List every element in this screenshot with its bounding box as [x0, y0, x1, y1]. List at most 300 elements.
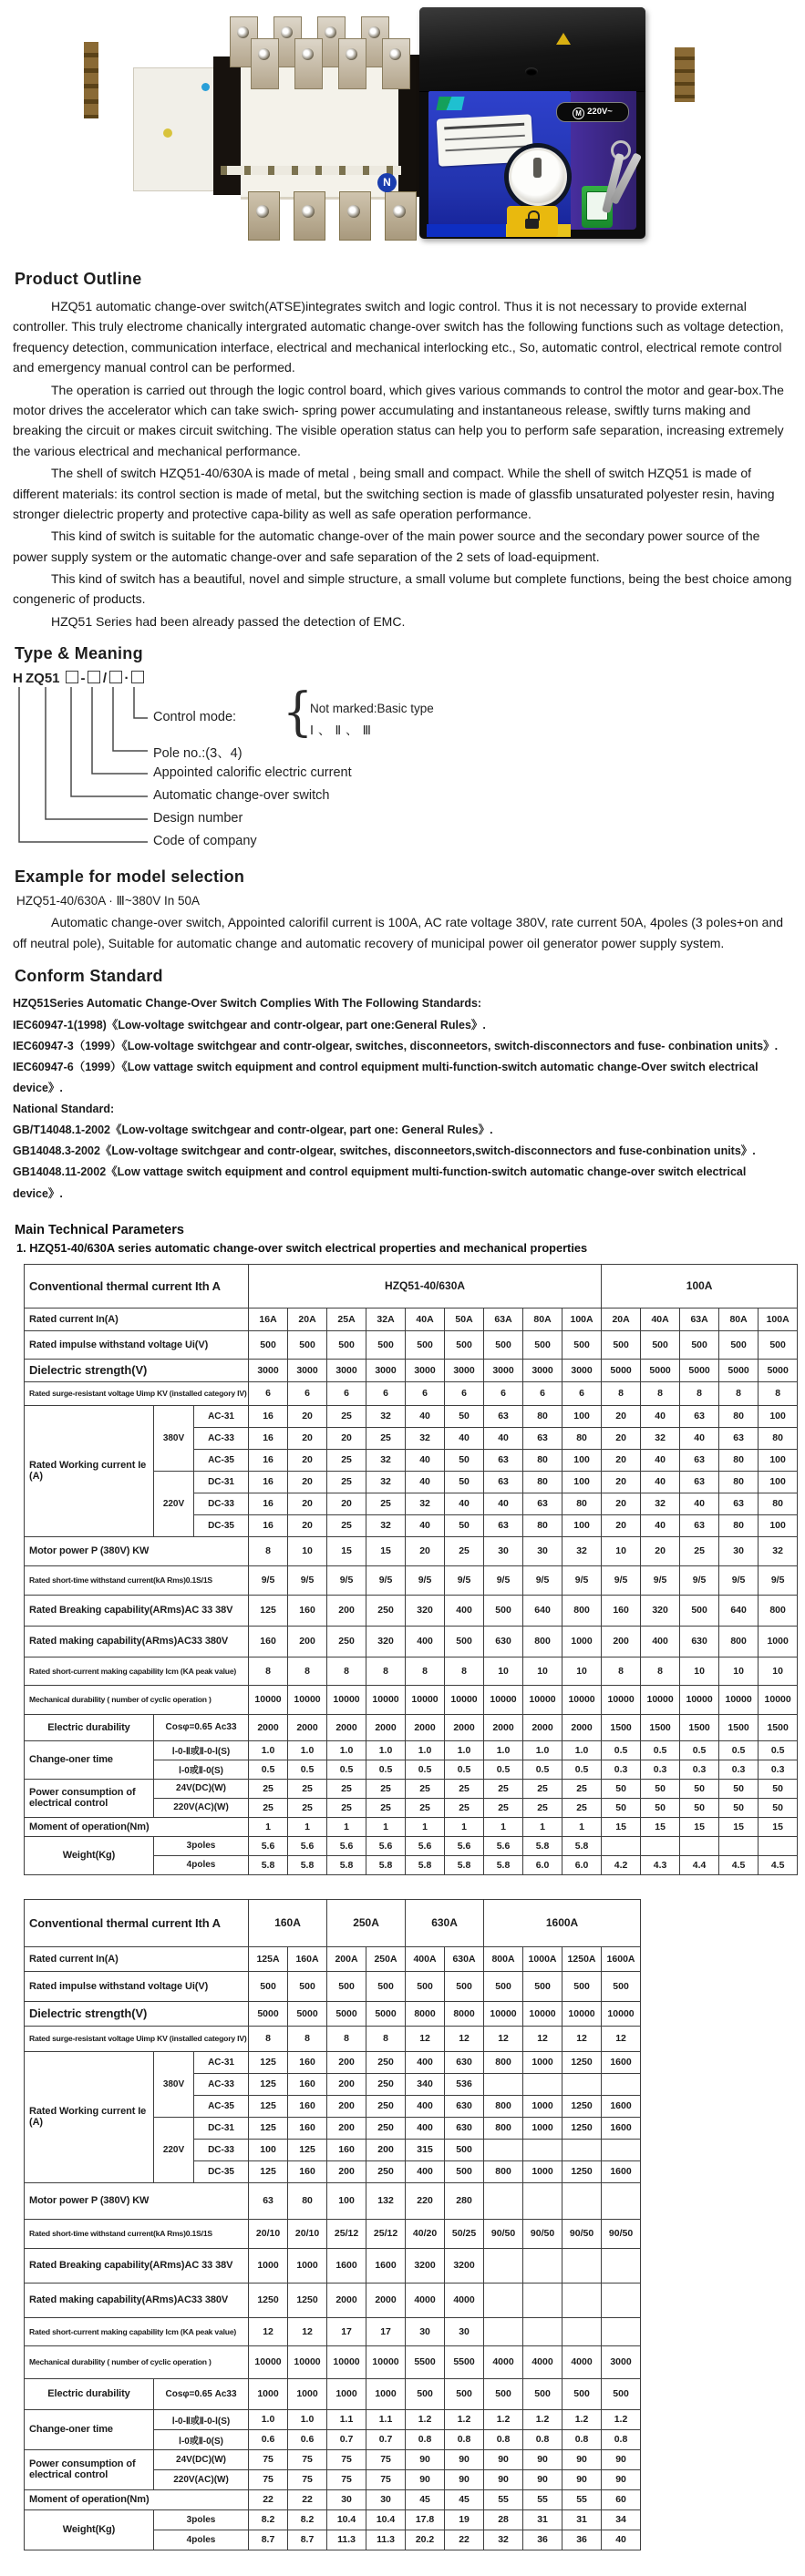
- value-cell: 800: [484, 2095, 523, 2117]
- value-cell: 9/5: [641, 1565, 680, 1595]
- value-cell: 40A: [641, 1308, 680, 1330]
- value-cell: 22: [249, 2489, 288, 2509]
- value-cell: 132: [366, 2182, 406, 2219]
- value-cell: 80: [719, 1405, 759, 1427]
- value-cell: 8: [602, 1657, 641, 1685]
- column-group-header: 250A: [327, 1899, 406, 1946]
- value-cell: 3000: [484, 1359, 523, 1381]
- standard-line: IEC60947-3（1999）《Low-voltage switchgear and contr-olgear, switches, disconneetors, switch-disconnectors and fuse- conbination units》.: [13, 1039, 779, 1052]
- value-cell: 32: [366, 1449, 406, 1471]
- value-cell: 63: [249, 2182, 288, 2219]
- value-cell: 5000: [249, 2001, 288, 2026]
- value-cell: 3000: [327, 1359, 366, 1381]
- value-cell: 100: [562, 1514, 602, 1536]
- diagram-label-calorific-current: Appointed calorific electric current: [153, 765, 352, 781]
- value-cell: 3000: [602, 2345, 641, 2378]
- value-cell: 200: [366, 2139, 406, 2160]
- value-cell: 9/5: [562, 1565, 602, 1595]
- value-cell: 1000: [523, 2117, 562, 2139]
- value-cell: 3000: [562, 1359, 602, 1381]
- row-label: Rated making capability(ARms)AC33 380V: [25, 1626, 249, 1657]
- value-cell: [602, 2073, 641, 2095]
- value-cell: 25: [406, 1779, 445, 1798]
- value-cell: 9/5: [445, 1565, 484, 1595]
- value-cell: [562, 2182, 602, 2219]
- value-cell: 20: [406, 1536, 445, 1565]
- value-cell: 4000: [523, 2345, 562, 2378]
- value-cell: [484, 2283, 523, 2317]
- value-cell: 160: [288, 2073, 327, 2095]
- value-cell: 19: [445, 2509, 484, 2530]
- value-cell: 10000: [327, 1685, 366, 1714]
- value-cell: 25: [523, 1779, 562, 1798]
- value-cell: 20: [288, 1405, 327, 1427]
- value-cell: 125: [249, 1595, 288, 1626]
- row-label: Change-oner time: [25, 2409, 154, 2449]
- value-cell: 55: [562, 2489, 602, 2509]
- value-cell: 2000: [366, 2283, 406, 2317]
- value-cell: 40: [641, 1449, 680, 1471]
- value-cell: 0.5: [288, 1760, 327, 1779]
- control-mode-option-types: Ⅰ、Ⅱ、Ⅲ: [310, 724, 376, 738]
- value-cell: 6: [406, 1381, 445, 1405]
- column-group-header: 160A: [249, 1899, 327, 1946]
- value-cell: 200: [327, 2073, 366, 2095]
- value-cell: 63: [680, 1449, 719, 1471]
- value-cell: 0.5: [759, 1740, 798, 1760]
- value-cell: 320: [641, 1595, 680, 1626]
- value-cell: 25/12: [327, 2219, 366, 2248]
- parameters-table: [24, 1264, 798, 1875]
- value-cell: 1: [484, 1817, 523, 1836]
- value-cell: 200: [327, 2117, 366, 2139]
- value-cell: 8: [602, 1381, 641, 1405]
- value-cell: 3000: [288, 1359, 327, 1381]
- value-cell: 50/25: [445, 2219, 484, 2248]
- value-cell: 25: [406, 1798, 445, 1817]
- value-cell: 45: [406, 2489, 445, 2509]
- value-cell: 12: [484, 2026, 523, 2051]
- value-cell: 32: [484, 2530, 523, 2550]
- outline-paragraph: This kind of switch is suitable for the automatic change-over of the main power source and the secondary power source of the power supply system or the automatic change-over and safe separation of the 2 sets of load-equipment.: [13, 529, 760, 564]
- value-cell: 1.2: [602, 2409, 641, 2429]
- value-cell: 4.5: [719, 1855, 759, 1874]
- value-cell: 40: [641, 1471, 680, 1493]
- value-cell: 1.0: [523, 1740, 562, 1760]
- column-group-header: 100A: [602, 1264, 798, 1308]
- row-label: AC-31: [194, 2051, 249, 2073]
- value-cell: 50A: [445, 1308, 484, 1330]
- value-cell: 640: [523, 1595, 562, 1626]
- value-cell: 80: [562, 1427, 602, 1449]
- value-cell: 20A: [602, 1308, 641, 1330]
- value-cell: 1500: [719, 1714, 759, 1740]
- value-cell: 100: [562, 1405, 602, 1427]
- value-cell: 0.3: [602, 1760, 641, 1779]
- column-group-header: HZQ51-40/630A: [249, 1264, 602, 1308]
- value-cell: 1.0: [366, 1740, 406, 1760]
- row-label: Ⅰ-0-Ⅱ或Ⅱ-0-Ⅰ(S): [154, 1740, 249, 1760]
- value-cell: 250: [366, 2073, 406, 2095]
- value-cell: 9/5: [523, 1565, 562, 1595]
- value-cell: 8: [288, 2026, 327, 2051]
- section-title-type-meaning: Type & Meaning: [15, 644, 143, 663]
- column-group-header: 630A: [406, 1899, 484, 1946]
- value-cell: 8: [366, 1657, 406, 1685]
- value-cell: 75: [366, 2449, 406, 2469]
- value-cell: 1.2: [445, 2409, 484, 2429]
- value-cell: [562, 2073, 602, 2095]
- value-cell: 25: [327, 1798, 366, 1817]
- value-cell: 1.2: [406, 2409, 445, 2429]
- standard-line: GB14048.11-2002《Low vattage switch equipment and control equipment multi-function-switch automatic change-over switch electrical device》.: [13, 1165, 747, 1200]
- value-cell: 10: [759, 1657, 798, 1685]
- row-label: 4poles: [154, 2530, 249, 2550]
- voltage-badge-label: 220V~: [587, 107, 613, 117]
- row-label: AC-35: [194, 2095, 249, 2117]
- value-cell: 250A: [366, 1946, 406, 1971]
- table-subtitle: 1. HZQ51-40/630A series automatic change-over switch electrical properties and mechanical properties: [16, 1240, 588, 1255]
- value-cell: 1600: [602, 2095, 641, 2117]
- value-cell: 3200: [406, 2248, 445, 2283]
- value-cell: 16: [249, 1493, 288, 1514]
- value-cell: 0.5: [406, 1760, 445, 1779]
- value-cell: 15: [680, 1817, 719, 1836]
- value-cell: 32: [641, 1493, 680, 1514]
- value-cell: 8: [366, 2026, 406, 2051]
- value-cell: 63: [523, 1493, 562, 1514]
- value-cell: 22: [288, 2489, 327, 2509]
- value-cell: 3000: [366, 1359, 406, 1381]
- value-cell: 12: [445, 2026, 484, 2051]
- value-cell: 25: [366, 1427, 406, 1449]
- value-cell: 63A: [680, 1308, 719, 1330]
- value-cell: 1.0: [562, 1740, 602, 1760]
- value-cell: 5.8: [406, 1855, 445, 1874]
- value-cell: 5500: [445, 2345, 484, 2378]
- value-cell: 0.5: [484, 1760, 523, 1779]
- value-cell: 50: [680, 1779, 719, 1798]
- value-cell: 315: [406, 2139, 445, 2160]
- row-label: AC-31: [194, 1405, 249, 1427]
- value-cell: 90: [562, 2469, 602, 2489]
- value-cell: 1: [406, 1817, 445, 1836]
- value-cell: 500: [523, 2378, 562, 2409]
- value-cell: [641, 1836, 680, 1855]
- row-label: AC-33: [194, 2073, 249, 2095]
- value-cell: 1.1: [366, 2409, 406, 2429]
- value-cell: 0.3: [719, 1760, 759, 1779]
- value-cell: 10.4: [366, 2509, 406, 2530]
- value-cell: 8: [249, 2026, 288, 2051]
- value-cell: 15: [719, 1817, 759, 1836]
- value-cell: 160A: [288, 1946, 327, 1971]
- standard-line: IEC60947-1(1998)《Low-voltage switchgear and contr-olgear, part one:General Rules》.: [13, 1018, 486, 1031]
- value-cell: 20: [288, 1449, 327, 1471]
- value-cell: 63: [484, 1449, 523, 1471]
- value-cell: 32: [562, 1536, 602, 1565]
- row-label: Rated surge-resistant voltage Uimp KV (installed category IV): [25, 2026, 249, 2051]
- value-cell: 1.2: [523, 2409, 562, 2429]
- row-label: Rated impulse withstand voltage Ui(V): [25, 1971, 249, 2001]
- value-cell: 500: [484, 1330, 523, 1359]
- example-description: Automatic change-over switch, Appointed calorifil current is 100A, AC rate voltage 380V, rate current 50A, 4poles (3 poles+on and off neutral pole), Suitable for automatic change and automatic recovery of municipal power oil generator power supply system.: [13, 915, 784, 951]
- value-cell: 11.3: [327, 2530, 366, 2550]
- value-cell: 630: [445, 2051, 484, 2073]
- value-cell: 15: [641, 1817, 680, 1836]
- value-cell: 50: [641, 1798, 680, 1817]
- value-cell: 8.2: [288, 2509, 327, 2530]
- value-cell: 5.8: [562, 1836, 602, 1855]
- value-cell: 160: [602, 1595, 641, 1626]
- value-cell: 4000: [484, 2345, 523, 2378]
- value-cell: 25: [327, 1449, 366, 1471]
- value-cell: 10000: [288, 1685, 327, 1714]
- value-cell: [484, 2139, 523, 2160]
- value-cell: 50: [719, 1798, 759, 1817]
- outline-paragraph: HZQ51 automatic change-over switch(ATSE)integrates switch and logic control. Thus it is not necessary to provide external controller. This truly electrome chanically intergrated automatic change-over switch has the following functions such as voltage detection, frequency detection, communication interface, electrical and mechanical interlocking etc., So, automatic control, electrical remote control and emergency manual control can be performed.: [13, 299, 784, 375]
- value-cell: 500: [523, 1971, 562, 2001]
- row-label: Rated short-time withstand current(kA Rms)0.1S/1S: [25, 2219, 249, 2248]
- value-cell: 25: [523, 1798, 562, 1817]
- value-cell: 800A: [484, 1946, 523, 1971]
- value-cell: 1000: [759, 1626, 798, 1657]
- value-cell: 1: [445, 1817, 484, 1836]
- value-cell: 125: [288, 2139, 327, 2160]
- value-cell: 10000: [562, 2001, 602, 2026]
- value-cell: 400: [445, 1595, 484, 1626]
- value-cell: 40: [406, 1514, 445, 1536]
- value-cell: 12: [249, 2317, 288, 2345]
- value-cell: 5.8: [484, 1855, 523, 1874]
- value-cell: 1.2: [562, 2409, 602, 2429]
- value-cell: 1.2: [484, 2409, 523, 2429]
- value-cell: 8.7: [288, 2530, 327, 2550]
- value-cell: 200: [288, 1626, 327, 1657]
- row-label: Dielectric strength(V): [25, 2001, 249, 2026]
- value-cell: 0.8: [562, 2429, 602, 2449]
- value-cell: 40: [680, 1427, 719, 1449]
- value-cell: 45: [445, 2489, 484, 2509]
- value-cell: 50: [602, 1798, 641, 1817]
- value-cell: [602, 2283, 641, 2317]
- value-cell: 0.7: [366, 2429, 406, 2449]
- value-cell: 400: [406, 2051, 445, 2073]
- value-cell: 800: [484, 2160, 523, 2182]
- value-cell: 40A: [406, 1308, 445, 1330]
- voltage-badge: [556, 102, 629, 122]
- value-cell: 32: [641, 1427, 680, 1449]
- value-cell: 1500: [641, 1714, 680, 1740]
- row-label: 24V(DC)(W): [154, 1779, 249, 1798]
- value-cell: 0.6: [249, 2429, 288, 2449]
- switch-side-face: [133, 67, 222, 191]
- value-cell: 36: [523, 2530, 562, 2550]
- row-label: Motor power P (380V) KW: [25, 2182, 249, 2219]
- value-cell: 1500: [602, 1714, 641, 1740]
- value-cell: 31: [523, 2509, 562, 2530]
- row-label: Mechanical durability ( number of cyclic operation ): [25, 1685, 249, 1714]
- standard-line: GB14048.3-2002《Low-voltage switchgear and contr-olgear, switches, disconneetors,switch-disconnectors and fuse-conbination units》.: [13, 1144, 756, 1158]
- value-cell: 500: [484, 2378, 523, 2409]
- value-cell: 17.8: [406, 2509, 445, 2530]
- value-cell: 9/5: [249, 1565, 288, 1595]
- value-cell: 25: [366, 1779, 406, 1798]
- code-box: [88, 671, 100, 683]
- rotary-knob: [509, 148, 567, 206]
- value-cell: 40: [484, 1493, 523, 1514]
- value-cell: 400A: [406, 1946, 445, 1971]
- value-cell: 25: [327, 1514, 366, 1536]
- value-cell: 0.3: [759, 1760, 798, 1779]
- value-cell: 1000: [523, 2095, 562, 2117]
- value-cell: 80: [719, 1449, 759, 1471]
- row-label: 220V(AC)(W): [154, 1798, 249, 1817]
- value-cell: [523, 2139, 562, 2160]
- row-label: Ⅰ-0-Ⅱ或Ⅱ-0-Ⅰ(S): [154, 2409, 249, 2429]
- outline-paragraph: The operation is carried out through the logic control board, which gives various commands to control the motor and gear-box.The motor drives the accelerator which can take swich- spring power accumulating and instantaneous release, swiftly turns making and breaking the circuit or makes circuit switching. The visible operation status can help you to perform safe separation, increasing extremely the various electrical and mechanical performance.: [13, 382, 784, 458]
- value-cell: 400: [406, 2095, 445, 2117]
- value-cell: 25: [445, 1798, 484, 1817]
- row-label: 24V(DC)(W): [154, 2449, 249, 2469]
- value-cell: 100: [759, 1405, 798, 1427]
- value-cell: 25: [680, 1536, 719, 1565]
- value-cell: 5.6: [406, 1836, 445, 1855]
- row-label: Weight(Kg): [25, 1836, 154, 1874]
- row-label: Ⅰ-0或Ⅱ-0(S): [154, 1760, 249, 1779]
- diagram-label-control-mode: Control mode:: [153, 710, 237, 725]
- value-cell: 25: [288, 1779, 327, 1798]
- value-cell: 0.8: [602, 2429, 641, 2449]
- value-cell: 250: [327, 1626, 366, 1657]
- value-cell: 630: [445, 2095, 484, 2117]
- value-cell: 80: [523, 1471, 562, 1493]
- value-cell: 10000: [445, 1685, 484, 1714]
- padlock-icon: [507, 206, 558, 237]
- parameters-table: [24, 1899, 641, 2550]
- section-title-conform-standard: Conform Standard: [15, 967, 163, 986]
- value-cell: 3200: [445, 2248, 484, 2283]
- product-photo: [84, 2, 722, 250]
- value-cell: 200: [327, 2051, 366, 2073]
- value-cell: 8000: [445, 2001, 484, 2026]
- value-cell: 500: [445, 1626, 484, 1657]
- standard-line: HZQ51Series Automatic Change-Over Switch Complies With The Following Standards:: [13, 997, 482, 1011]
- value-cell: 500: [562, 2378, 602, 2409]
- value-cell: 1.0: [288, 1740, 327, 1760]
- value-cell: 160: [327, 2139, 366, 2160]
- value-cell: 17: [327, 2317, 366, 2345]
- value-cell: 500: [445, 2160, 484, 2182]
- value-cell: 25A: [327, 1308, 366, 1330]
- value-cell: 75: [327, 2449, 366, 2469]
- value-cell: 500: [249, 1330, 288, 1359]
- value-cell: 200: [327, 1595, 366, 1626]
- value-cell: 90: [406, 2469, 445, 2489]
- value-cell: 10000: [602, 1685, 641, 1714]
- value-cell: 125: [249, 2117, 288, 2139]
- value-cell: 6: [445, 1381, 484, 1405]
- value-cell: 10000: [523, 2001, 562, 2026]
- example-model-code: HZQ51-40/630A · Ⅲ~380V In 50A: [16, 894, 201, 908]
- value-cell: 5.6: [288, 1836, 327, 1855]
- value-cell: 5000: [366, 2001, 406, 2026]
- value-cell: 630: [680, 1626, 719, 1657]
- terminal-lug-bottom: [248, 191, 280, 241]
- row-label: 4poles: [154, 1855, 249, 1874]
- value-cell: 40: [641, 1405, 680, 1427]
- value-cell: 75: [288, 2469, 327, 2489]
- row-label: Ⅰ-0或Ⅱ-0(S): [154, 2429, 249, 2449]
- value-cell: 5000: [602, 1359, 641, 1381]
- value-cell: 25: [327, 1405, 366, 1427]
- value-cell: 5.6: [366, 1836, 406, 1855]
- value-cell: 40: [445, 1427, 484, 1449]
- code-separator: -: [80, 671, 86, 687]
- value-cell: 10: [523, 1657, 562, 1685]
- model-code-diagram: [13, 671, 793, 855]
- value-cell: 0.5: [719, 1740, 759, 1760]
- value-cell: 6.0: [523, 1855, 562, 1874]
- value-cell: [680, 1836, 719, 1855]
- value-cell: 90/50: [562, 2219, 602, 2248]
- value-cell: 25: [249, 1798, 288, 1817]
- value-cell: 630: [484, 1626, 523, 1657]
- value-cell: [602, 2182, 641, 2219]
- value-cell: 400: [406, 2117, 445, 2139]
- row-label: Rated current In(A): [25, 1946, 249, 1971]
- value-cell: 10.4: [327, 2509, 366, 2530]
- value-cell: 160: [288, 2160, 327, 2182]
- value-cell: 500: [406, 1971, 445, 2001]
- value-cell: 80: [759, 1493, 798, 1514]
- code-separator: ·: [124, 671, 129, 687]
- value-cell: 20: [288, 1514, 327, 1536]
- value-cell: 500: [327, 1971, 366, 2001]
- value-cell: 34: [602, 2509, 641, 2530]
- value-cell: 32: [759, 1536, 798, 1565]
- neutral-pole-badge: [377, 173, 397, 192]
- value-cell: 1000: [288, 2378, 327, 2409]
- value-cell: 500: [249, 1971, 288, 2001]
- row-label: Motor power P (380V) KW: [25, 1536, 249, 1565]
- value-cell: 10000: [680, 1685, 719, 1714]
- row-label: Electric durability: [25, 2378, 154, 2409]
- terminal-lug: [382, 38, 410, 89]
- value-cell: 160: [288, 1595, 327, 1626]
- value-cell: 63: [680, 1405, 719, 1427]
- value-cell: 20/10: [288, 2219, 327, 2248]
- value-cell: 50: [759, 1798, 798, 1817]
- value-cell: 25: [445, 1779, 484, 1798]
- value-cell: 1250: [562, 2051, 602, 2073]
- value-cell: [484, 2073, 523, 2095]
- value-cell: 125: [249, 2160, 288, 2182]
- value-cell: 1.0: [445, 1740, 484, 1760]
- value-cell: 10000: [288, 2345, 327, 2378]
- value-cell: 250: [366, 2051, 406, 2073]
- value-cell: [719, 1836, 759, 1855]
- value-cell: 32: [406, 1427, 445, 1449]
- value-cell: 536: [445, 2073, 484, 2095]
- value-cell: 63: [680, 1471, 719, 1493]
- value-cell: 220: [406, 2182, 445, 2219]
- value-cell: 20: [602, 1471, 641, 1493]
- value-cell: 1000: [366, 2378, 406, 2409]
- value-cell: 10000: [249, 2345, 288, 2378]
- row-label: Power consumption of electrical control: [25, 1779, 154, 1817]
- value-cell: [523, 2182, 562, 2219]
